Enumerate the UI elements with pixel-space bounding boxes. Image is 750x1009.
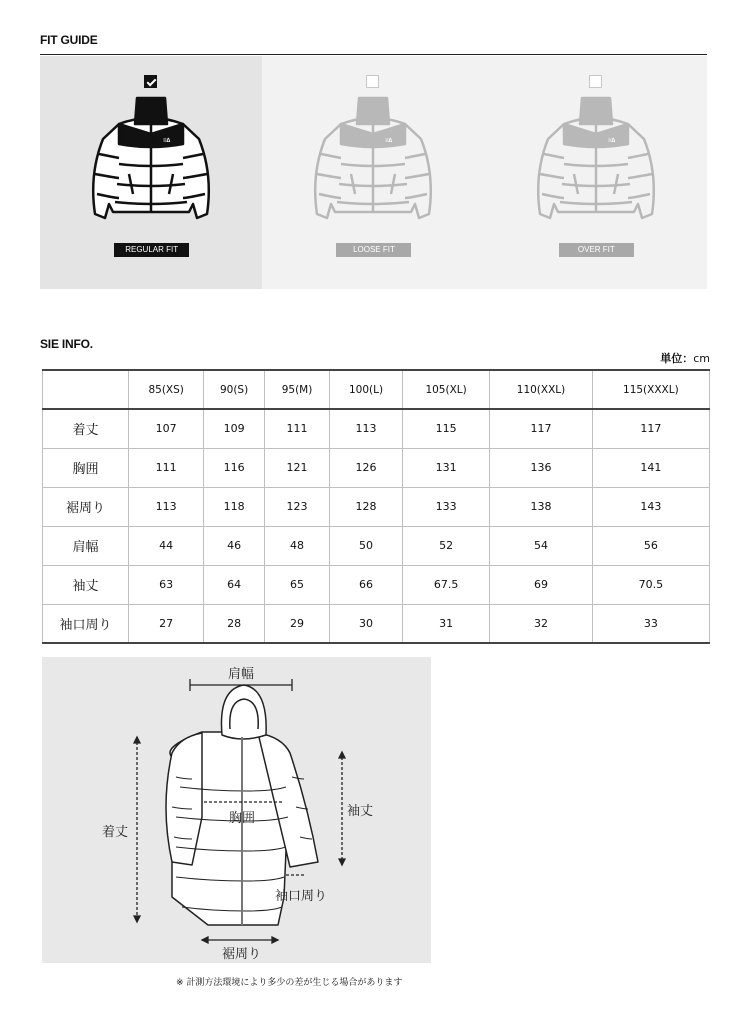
- table-cell: 70.5: [592, 565, 709, 604]
- label-cuff: 袖口周り: [275, 889, 328, 904]
- fit-label-loose: LOOSE FIT: [336, 243, 411, 257]
- unit-label: [660, 350, 710, 366]
- fit-guide-title: FIT GUIDE: [40, 33, 98, 47]
- label-chest: 胸囲: [229, 811, 256, 826]
- label-hem: 裾周り: [222, 947, 262, 962]
- table-cell: 121: [264, 448, 329, 487]
- size-info-title: SIE INFO.: [40, 337, 93, 351]
- checkbox-unchecked[interactable]: [589, 75, 602, 88]
- table-cell: 32: [490, 604, 592, 643]
- label-length: 着丈: [102, 825, 129, 840]
- table-cell: 126: [330, 448, 403, 487]
- table-row: [43, 565, 710, 604]
- label-sleeve: 袖丈: [347, 804, 374, 819]
- column-header: 100(L): [330, 370, 403, 409]
- table-cell: 63: [129, 565, 204, 604]
- table-cell: 143: [592, 487, 709, 526]
- column-header: 95(M): [264, 370, 329, 409]
- table-cell: 27: [129, 604, 204, 643]
- table-cell: 133: [402, 487, 489, 526]
- measurement-note: ※ 計測方法環境により多少の差が生じる場合があります: [176, 978, 403, 988]
- table-cell: 67.5: [402, 565, 489, 604]
- svg-text:≡∆: ≡∆: [385, 138, 393, 144]
- column-header: 110(XXL): [490, 370, 592, 409]
- fit-label-regular: REGULAR FIT: [114, 243, 189, 257]
- table-cell: 131: [402, 448, 489, 487]
- table-cell: 56: [592, 526, 709, 565]
- table-cell: 141: [592, 448, 709, 487]
- fit-option-over[interactable]: [485, 56, 707, 289]
- table-cell: 28: [204, 604, 264, 643]
- label-shoulder: 肩幅: [228, 667, 255, 682]
- fit-option-regular[interactable]: [40, 56, 262, 289]
- row-label: 着丈: [43, 409, 129, 448]
- table-cell: 33: [592, 604, 709, 643]
- table-cell: 111: [264, 409, 329, 448]
- table-row: [43, 487, 710, 526]
- unit-prefix: 単位：: [660, 352, 694, 365]
- table-cell: 66: [330, 565, 403, 604]
- unit-value: cm: [693, 352, 710, 365]
- svg-text:≡∆: ≡∆: [607, 138, 615, 144]
- fit-options: [40, 56, 707, 289]
- table-cell: 29: [264, 604, 329, 643]
- table-cell: 136: [490, 448, 592, 487]
- row-label: 袖口周り: [43, 604, 129, 643]
- jacket-loose-icon: [311, 94, 435, 234]
- jacket-regular-icon: [89, 94, 213, 234]
- column-header: 85(XS): [129, 370, 204, 409]
- table-cell: 44: [129, 526, 204, 565]
- fit-label-over: OVER FIT: [559, 243, 634, 257]
- table-cell: 138: [490, 487, 592, 526]
- checkbox-unchecked[interactable]: [366, 75, 379, 88]
- table-row: [43, 526, 710, 565]
- column-header: 105(XL): [402, 370, 489, 409]
- table-cell: 117: [490, 409, 592, 448]
- table-cell: 109: [204, 409, 264, 448]
- table-cell: 128: [330, 487, 403, 526]
- row-label: 袖丈: [43, 565, 129, 604]
- jacket-over-icon: [534, 94, 658, 234]
- row-label: 胸囲: [43, 448, 129, 487]
- column-header: 115(XXXL): [592, 370, 709, 409]
- table-cell: 30: [330, 604, 403, 643]
- table-cell: 113: [129, 487, 204, 526]
- column-header: 90(S): [204, 370, 264, 409]
- table-cell: 115: [402, 409, 489, 448]
- checkbox-checked[interactable]: [144, 75, 157, 88]
- svg-text:≡∆: ≡∆: [163, 138, 171, 144]
- table-cell: 117: [592, 409, 709, 448]
- table-header-row: [43, 370, 710, 409]
- table-cell: 107: [129, 409, 204, 448]
- row-label: 裾周り: [43, 487, 129, 526]
- table-cell: 50: [330, 526, 403, 565]
- table-row: [43, 448, 710, 487]
- title-divider: [40, 54, 707, 55]
- fit-option-loose[interactable]: [262, 56, 484, 289]
- table-cell: 111: [129, 448, 204, 487]
- table-cell: 65: [264, 565, 329, 604]
- table-cell: 118: [204, 487, 264, 526]
- table-cell: 52: [402, 526, 489, 565]
- measurement-diagram: [42, 657, 431, 963]
- table-cell: 116: [204, 448, 264, 487]
- row-label: 肩幅: [43, 526, 129, 565]
- table-cell: 46: [204, 526, 264, 565]
- table-cell: 64: [204, 565, 264, 604]
- table-cell: 54: [490, 526, 592, 565]
- table-cell: 48: [264, 526, 329, 565]
- table-corner: [43, 370, 129, 409]
- table-cell: 31: [402, 604, 489, 643]
- table-row: [43, 409, 710, 448]
- table-cell: 123: [264, 487, 329, 526]
- table-cell: 113: [330, 409, 403, 448]
- table-cell: 69: [490, 565, 592, 604]
- table-row: [43, 604, 710, 643]
- size-table: [42, 369, 710, 644]
